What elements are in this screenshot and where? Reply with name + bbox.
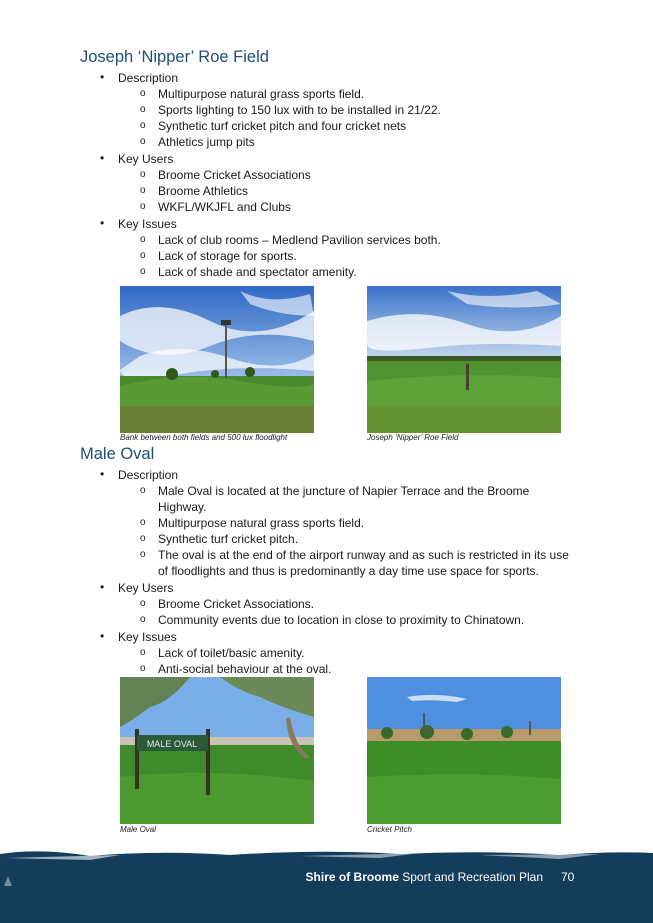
bullet-dot-icon: • [100,629,105,643]
circle-bullet-icon: o [140,598,146,609]
bullet-dot-icon: • [100,580,105,594]
list-item-text: Broome Cricket Associations [158,168,311,182]
list-item-text: Broome Cricket Associations. [158,597,315,611]
section-title-nipper-roe: Joseph ‘Nipper’ Roe Field [80,48,269,66]
circle-bullet-icon: o [140,234,146,245]
circle-bullet-icon: o [140,614,146,625]
list-item-text: Athletics jump pits [158,135,255,149]
list-item-text: Multipurpose natural grass sports field. [158,516,365,530]
circle-bullet-icon: o [140,266,146,277]
list-item-text: The oval is at the end of the airport runway and as such is restricted in its use of floodlights and thus is predominantly a day time use space for sports. [158,548,569,578]
list-item-text: Community events due to location in close to proximity to Chinatown. [158,613,525,627]
list-item-text: Male Oval is located at the juncture of Napier Terrace and the Broome Highway. [158,484,530,514]
bullet-dot-icon: • [100,70,105,84]
footer-plan: Sport and Recreation Plan [402,870,543,884]
list-item-text: Lack of shade and spectator amenity. [158,265,357,279]
photo-bank-floodlight [120,286,314,433]
sign-text: MALE OVAL [146,739,198,749]
circle-bullet-icon: o [140,88,146,99]
list-item-text: Synthetic turf cricket pitch and four cricket nets [158,119,407,133]
circle-bullet-icon: o [140,549,146,560]
photo-cricket-pitch [367,677,561,824]
circle-bullet-icon: o [140,169,146,180]
list-item-text: Lack of storage for sports. [158,249,297,263]
photo-male-oval [120,677,314,824]
footer-band [0,846,653,923]
list-item-text: Sports lighting to 150 lux with to be installed in 21/22. [158,103,441,117]
circle-bullet-icon: o [140,485,146,496]
list-item-text: Lack of toilet/basic amenity. [158,646,305,660]
circle-bullet-icon: o [140,201,146,212]
photo-caption: Joseph ‘Nipper’ Roe Field [367,433,459,442]
photo-nipper-roe-field [367,286,561,433]
circle-bullet-icon: o [140,533,146,544]
photo-caption: Male Oval [120,825,157,834]
circle-bullet-icon: o [140,185,146,196]
bullet-label: Description [118,468,179,482]
circle-bullet-icon: o [140,647,146,658]
photo-caption: Bank between both fields and 500 lux floodlight [120,433,288,442]
section-title-male-oval: Male Oval [80,445,155,463]
circle-bullet-icon: o [140,663,146,674]
list-item-text: Synthetic turf cricket pitch. [158,532,299,546]
bullet-dot-icon: • [100,151,105,165]
circle-bullet-icon: o [140,250,146,261]
circle-bullet-icon: o [140,136,146,147]
circle-bullet-icon: o [140,120,146,131]
page-number: 70 [561,870,575,884]
bullet-label: Key Issues [118,217,177,231]
bullet-label: Key Users [118,581,174,595]
bullet-label: Description [118,71,179,85]
list-item-text: WKFL/WKJFL and Clubs [158,200,291,214]
bullet-label: Key Users [118,152,174,166]
list-item-text: Lack of club rooms – Medlend Pavilion services both. [158,233,441,247]
list-item-text: Multipurpose natural grass sports field. [158,87,365,101]
bullet-label: Key Issues [118,630,177,644]
circle-bullet-icon: o [140,104,146,115]
bullet-dot-icon: • [100,216,105,230]
circle-bullet-icon: o [140,517,146,528]
list-item-text: Broome Athletics [158,184,249,198]
photo-caption: Cricket Pitch [367,825,412,834]
footer-title [306,870,543,884]
footer-org: Shire of Broome [305,870,399,884]
list-item-text: Anti-social behaviour at the oval. [158,662,332,676]
bullet-dot-icon: • [100,467,105,481]
